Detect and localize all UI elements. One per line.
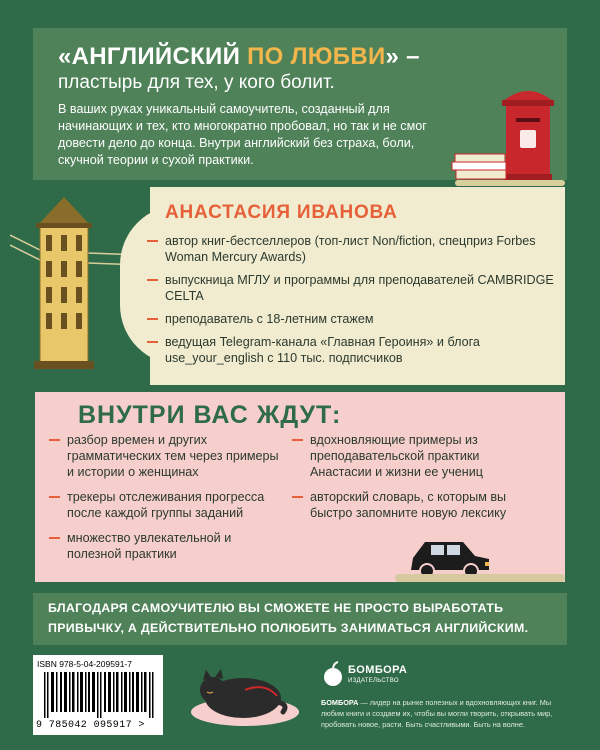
- publisher-lead: БОМБОРА: [321, 698, 359, 707]
- author-fact: автор книг-бестселлеров (топ-лист Non/fiction, спецприз Forbes Woman Mercury Awards): [145, 233, 555, 265]
- inside-item: вдохновляющие примеры из преподавательской практики Анастасии и жизни ее учениц: [290, 432, 530, 480]
- inside-item: трекеры отслеживания прогресса после каждой группы заданий: [47, 489, 287, 521]
- author-name: АНАСТАСИЯ ИВАНОВА: [165, 202, 398, 223]
- inside-list-right: [290, 432, 530, 530]
- road: [395, 574, 565, 582]
- book-subtitle: пластырь для тех, у кого болит.: [58, 72, 335, 93]
- inside-list-left: [47, 432, 287, 571]
- title-highlight: ПО ЛЮБВИ: [247, 43, 386, 70]
- author-fact: преподаватель с 18-летним стажем: [145, 311, 555, 327]
- isbn-digits: 9 785042 095917 >: [36, 720, 145, 731]
- publisher-description: БОМБОРА — лидер на рынке полезных и вдохновляющих книг. Мы любим книги и создаем их, чтобы вы могли творить, открывать мир, пробовать новое, расти. Быть счастливыми. Быть на волне.: [321, 698, 553, 729]
- taxi-illustration: [405, 532, 495, 580]
- author-fact: выпускница МГЛУ и программы для преподавателей CAMBRIDGE CELTA: [145, 272, 555, 304]
- isbn-label: ISBN 978-5-04-209591-7: [37, 659, 132, 669]
- inside-title: ВНУТРИ ВАС ЖДУТ:: [78, 401, 342, 429]
- author-facts: [145, 233, 555, 373]
- book-title: «АНГЛИЙСКИЙ ПО ЛЮБВИ» –: [58, 43, 420, 70]
- barcode: [44, 672, 156, 718]
- shelf: [455, 180, 565, 186]
- publisher-subtitle: ИЗДАТЕЛЬСТВО: [348, 678, 399, 684]
- inside-item: разбор времен и других грамматических тем через примеры и истории о женщинах: [47, 432, 287, 480]
- author-fact: ведущая Telegram-канала «Главная Героиня» и блога use_your_english с 110 тыс. подписчиков: [145, 334, 555, 366]
- inside-item: множество увлекательной и полезной практики: [47, 530, 287, 562]
- summary-text: БЛАГОДАРЯ САМОУЧИТЕЛЮ ВЫ СМОЖЕТЕ НЕ ПРОСТО ВЫРАБОТАТЬ ПРИВЫЧКУ, А ДЕЙСТВИТЕЛЬНО ПОЛЮБИТЬ ЗАНИМАТЬСЯ АНГЛИЙСКИМ.: [48, 601, 529, 635]
- sleeping-cat-illustration: [185, 660, 300, 728]
- intro-text: В ваших руках уникальный самоучитель, созданный для начинающих и тех, кто многократно пробовал, но так и не смог довести дело до конца. Внутри английский без страха, боли, скучной теории и сухой практики.: [58, 102, 427, 167]
- postbox-illustration: [450, 72, 570, 184]
- publisher-logo-icon: [322, 661, 344, 687]
- publisher-name: БОМБОРА: [348, 664, 408, 676]
- inside-item: авторский словарь, с которым вы быстро запомните новую лексику: [290, 489, 530, 521]
